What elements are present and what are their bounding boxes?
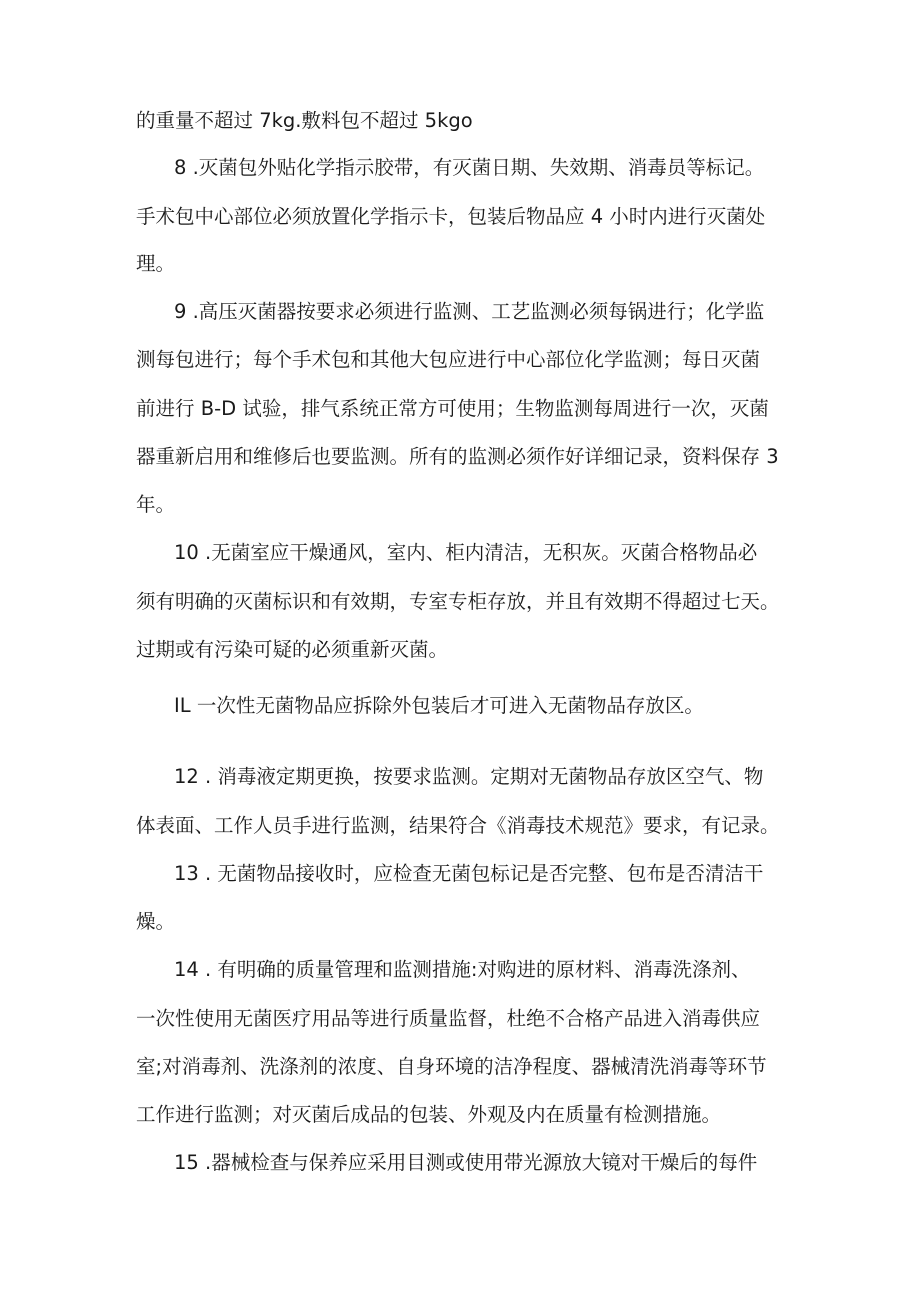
paragraph-item-13-line: 13 . 无菌物品接收时，应检查无菌包标记是否完整、包布是否清洁干 [174, 862, 764, 885]
paragraph-item-14-line: 14 . 有明确的质量管理和监测措施:对购进的原材料、消毒洗涤剂、 [174, 958, 751, 981]
text-line: 燥。 [136, 910, 176, 933]
text-line: 体表面、工作人员手进行监测，结果符合《消毒技术规范》要求，有记录。 [136, 814, 780, 837]
text-line: 工作进行监测；对灭菌后成品的包装、外观及内在质量有检测措施。 [136, 1103, 722, 1126]
text-line: 理。 [136, 252, 176, 275]
text-line: 手术包中心部位必须放置化学指示卡，包装后物品应 4 小时内进行灭菌处 [136, 205, 766, 228]
paragraph-item-12-line: 12 . 消毒液定期更换，按要求监测。定期对无菌物品存放区空气、物 [174, 765, 764, 788]
text-line: 的重量不超过 7kg.敷料包不超过 5kgo [136, 109, 473, 132]
paragraph-item-8-line: 8 .灭菌包外贴化学指示胶带，有灭菌日期、失效期、消毒员等标记。 [174, 156, 765, 179]
text-line: 前进行 B-D 试验，排气系统正常方可使用；生物监测每周进行一次，灭菌 [136, 397, 769, 420]
paragraph-item-15-line: 15 .器械检查与保养应采用目测或使用带光源放大镜对干燥后的每件 [174, 1151, 758, 1174]
paragraph-item-10-line: 10 .无菌室应干燥通风，室内、柜内清洁，无积灰。灭菌合格物品必 [174, 541, 758, 564]
text-line: 过期或有污染可疑的必须重新灭菌。 [136, 638, 449, 661]
text-line: 器重新启用和维修后也要监测。所有的监测必须作好详细记录，资料保存 3 [136, 445, 779, 468]
paragraph-item-9-line: 9 .高压灭菌器按要求必须进行监测、工艺监测必须每锅进行；化学监 [174, 300, 765, 323]
text-line: 室;对消毒剂、洗涤剂的浓度、自身环境的洁净程度、器械清洗消毒等环节 [136, 1055, 767, 1078]
text-line: 须有明确的灭菌标识和有效期，专室专柜存放，并且有效期不得超过七天。 [136, 590, 780, 613]
text-line: 年。 [136, 493, 176, 516]
paragraph-item-11-line: IL 一次性无菌物品应拆除外包装后才可进入无菌物品存放区。 [174, 694, 704, 717]
text-line: 一次性使用无菌医疗用品等进行质量监督，杜绝不合格产品进入消毒供应 [136, 1007, 761, 1030]
text-line: 测每包进行；每个手术包和其他大包应进行中心部位化学监测；每日灭菌 [136, 348, 761, 371]
